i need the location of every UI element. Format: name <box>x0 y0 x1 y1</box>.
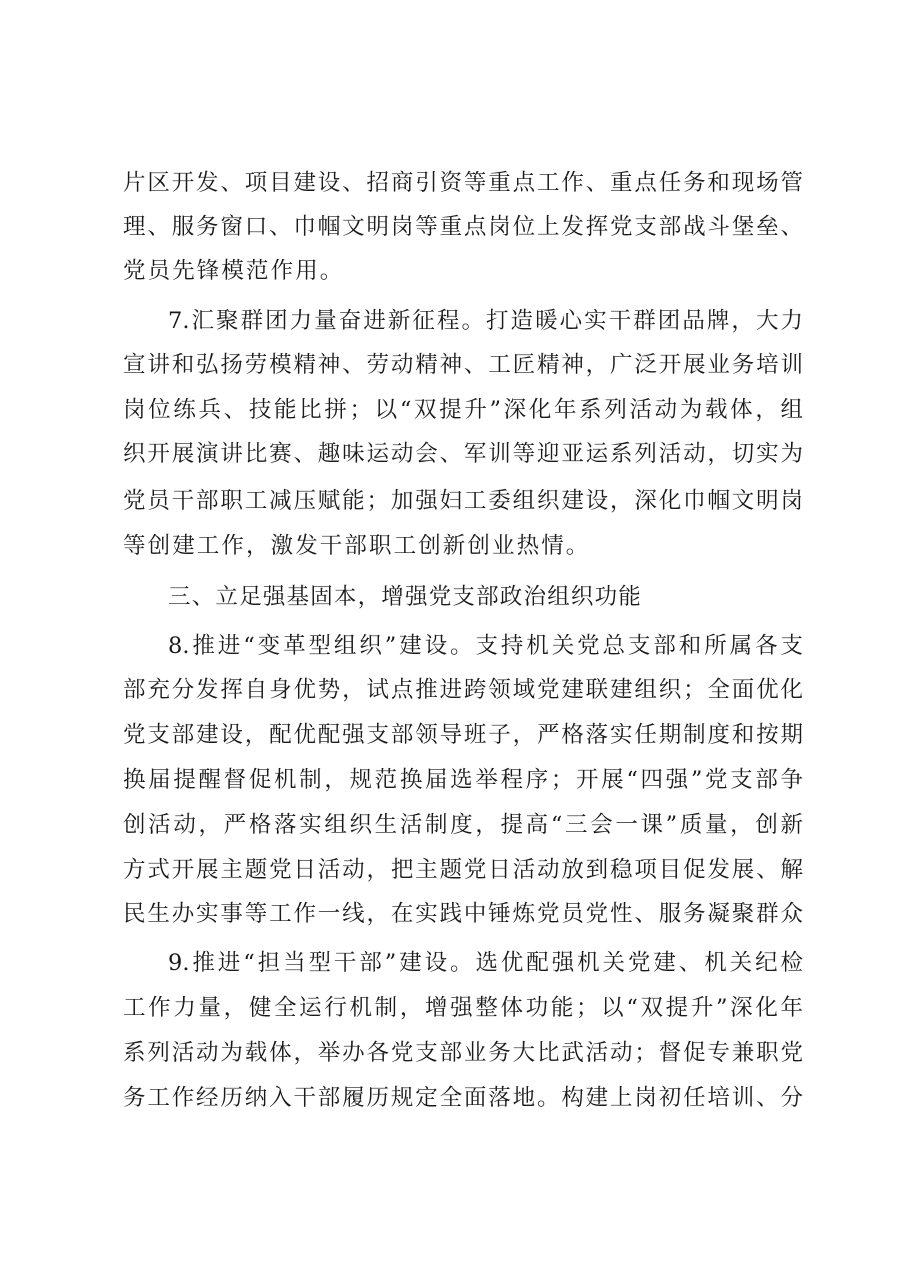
body-text-line: 等创建工作，激发干部职工创新创业热情。 <box>123 533 591 559</box>
body-text-line: 务工作经历纳入干部履历规定全面落地。构建上岗初任培训、分 <box>123 1085 803 1111</box>
body-text-line: 岗位练兵、技能比拼；以“双提升”深化年系列活动为载体，组 <box>123 397 803 423</box>
body-text-line: 方式开展主题党日活动，把主题党日活动放到稳项目促发展、解 <box>123 857 803 883</box>
body-text-line: 宣讲和弘扬劳模精神、劳动精神、工匠精神，广泛开展业务培训 <box>123 352 803 378</box>
paragraph-7-heading-line: 7.汇聚群团力量奋进新征程。打造暖心实干群团品牌，大力 <box>168 308 803 334</box>
section-heading: 三、立足强基固本，增强党支部政治组织功能 <box>168 584 643 610</box>
body-text-line: 工作力量，健全运行机制，增强整体功能；以“双提升”深化年 <box>123 995 803 1021</box>
body-text-line: 片区开发、项目建设、招商引资等重点工作、重点任务和现场管 <box>123 170 803 196</box>
body-text-line: 创活动，严格落实组织生活制度，提高“三会一课”质量，创新 <box>123 812 803 838</box>
body-text-line: 部充分发挥自身优势，试点推进跨领域党建联建组织；全面优化 <box>123 677 803 703</box>
body-text-line: 理、服务窗口、巾帼文明岗等重点岗位上发挥党支部战斗堡垒、 <box>123 214 803 240</box>
body-text-line: 党员先锋模范作用。 <box>123 258 345 284</box>
paragraph-9-heading-line: 9.推进“担当型干部”建设。选优配强机关党建、机关纪检 <box>168 950 803 976</box>
body-text-line: 党员干部职工减压赋能；加强妇工委组织建设，深化巾帼文明岗 <box>123 488 803 514</box>
body-text-line: 织开展演讲比赛、趣味运动会、军训等迎亚运系列活动，切实为 <box>123 441 803 467</box>
body-text-line: 换届提醒督促机制，规范换届选举程序；开展“四强”党支部争 <box>123 767 803 793</box>
body-text-line: 党支部建设，配优配强支部领导班子，严格落实任期制度和按期 <box>123 722 803 748</box>
body-text-line: 系列活动为载体，举办各党支部业务大比武活动；督促专兼职党 <box>123 1040 803 1066</box>
paragraph-8-heading-line: 8.推进“变革型组织”建设。支持机关党总支部和所属各支 <box>168 633 803 659</box>
body-text-line: 民生办实事等工作一线，在实践中锤炼党员党性、服务凝聚群众 <box>123 901 803 927</box>
